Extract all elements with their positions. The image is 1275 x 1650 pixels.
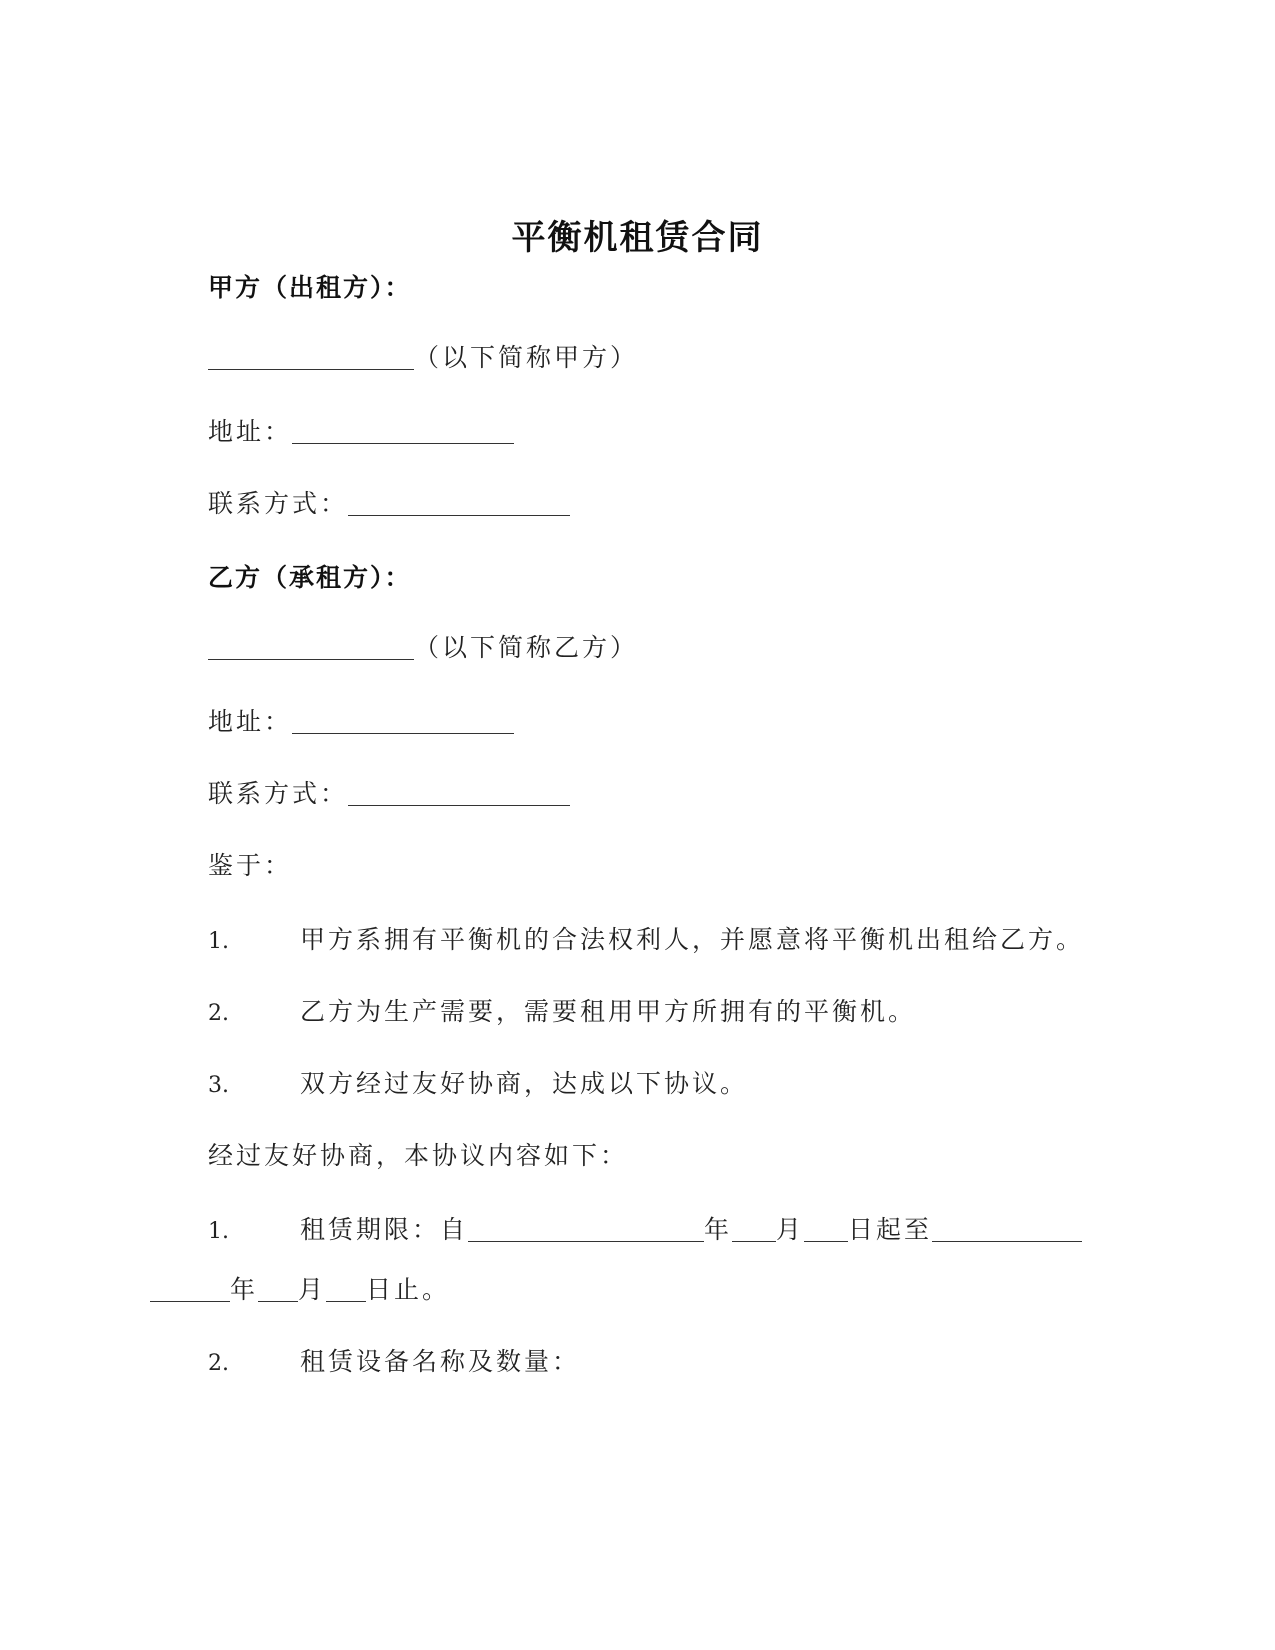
whereas-item	[208, 996, 916, 1030]
party-a-name-line	[208, 342, 638, 374]
whereas-item-number: 3.	[208, 1073, 229, 1098]
party-b-address-line	[208, 706, 514, 738]
term-1-day-to: 日止。	[366, 1275, 451, 1304]
party-b-contact-label: 联系方式：	[208, 779, 349, 808]
whereas-item	[208, 1068, 748, 1102]
whereas-item	[208, 924, 1084, 958]
start-year-blank	[468, 1215, 704, 1242]
party-a-abbrev: （以下简称甲方）	[414, 343, 639, 372]
term-1-line	[208, 1214, 1082, 1248]
party-a-name-blank	[208, 343, 414, 370]
whereas-item-text: 双方经过友好协商，达成以下协议。	[300, 1069, 749, 1098]
term-1-day-from: 日起至	[848, 1215, 933, 1244]
agreement-intro: 经过友好协商，本协议内容如下：	[208, 1141, 629, 1170]
party-b-heading: 乙方（承租方）：	[208, 563, 412, 592]
party-b-address-label: 地址：	[208, 707, 293, 736]
term-1-continued	[150, 1274, 450, 1306]
term-2-text: 租赁设备名称及数量：	[300, 1347, 581, 1376]
party-a-heading: 甲方（出租方）：	[208, 273, 412, 302]
end-year-blank-part1	[932, 1215, 1082, 1242]
start-month-blank	[732, 1215, 776, 1242]
whereas-item-text: 乙方为生产需要，需要租用甲方所拥有的平衡机。	[300, 997, 917, 1026]
party-b-name-blank	[208, 633, 414, 660]
party-a-address-label: 地址：	[208, 417, 293, 446]
end-year-blank-part2	[150, 1275, 230, 1302]
party-b-address-blank	[292, 707, 514, 734]
whereas-label: 鉴于：	[208, 851, 293, 880]
party-b-contact-line	[208, 778, 570, 810]
term-1-month2: 月	[298, 1275, 327, 1304]
party-a-contact-line	[208, 488, 570, 520]
party-a-address-blank	[292, 417, 514, 444]
party-b-contact-blank	[348, 779, 570, 806]
document-title: 平衡机租赁合同	[511, 218, 764, 258]
party-a-contact-blank	[348, 489, 570, 516]
term-1-year: 年	[704, 1215, 733, 1244]
start-day-blank	[804, 1215, 848, 1242]
whereas-item-text: 甲方系拥有平衡机的合法权利人，并愿意将平衡机出租给乙方。	[300, 925, 1085, 954]
term-2-line	[208, 1346, 580, 1380]
term-1-month: 月	[776, 1215, 805, 1244]
end-month-blank	[258, 1275, 298, 1302]
term-1-year2: 年	[230, 1275, 259, 1304]
party-a-address-line	[208, 416, 514, 448]
term-1-label: 租赁期限：自	[300, 1215, 469, 1244]
party-a-contact-label: 联系方式：	[208, 489, 349, 518]
term-2-number: 2.	[208, 1351, 229, 1376]
party-b-name-line	[208, 632, 638, 664]
whereas-item-number: 1.	[208, 929, 229, 954]
party-b-abbrev: （以下简称乙方）	[414, 633, 639, 662]
whereas-item-number: 2.	[208, 1001, 229, 1026]
term-1-number: 1.	[208, 1219, 229, 1244]
end-day-blank	[326, 1275, 366, 1302]
